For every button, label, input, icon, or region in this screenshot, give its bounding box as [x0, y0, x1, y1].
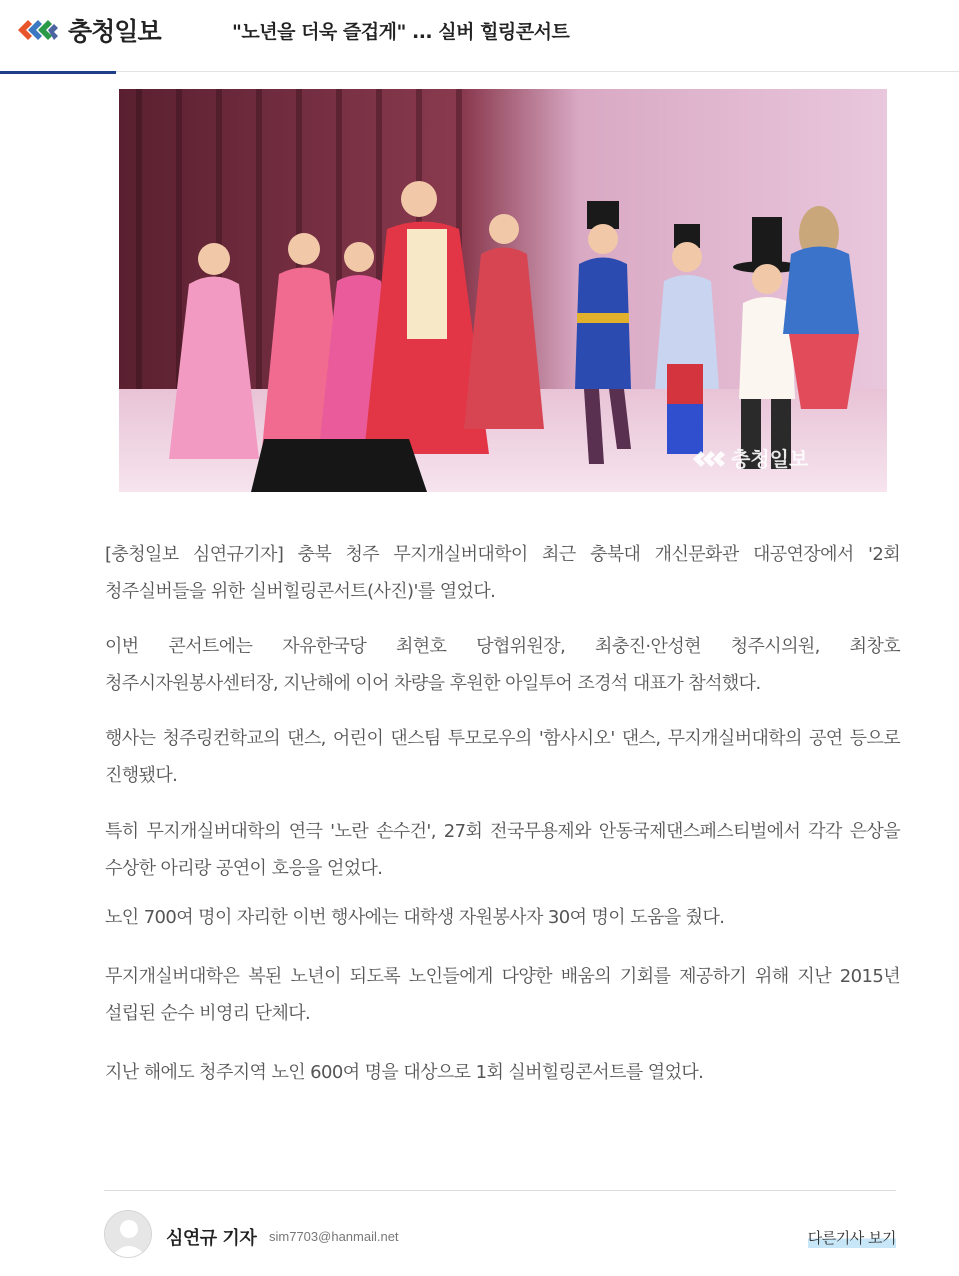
article-paragraph: 노인 700여 명이 자리한 이번 행사에는 대학생 자원봉사자 30여 명이 도움을 줬다. — [105, 907, 725, 928]
article-paragraph: [충청일보 심연규기자] 충북 청주 무지개실버대학이 최근 충북대 개신문화관 대공연장에서 '2회 청주실버들을 위한 실버힐링콘서트(사진)'를 열었다. — [105, 544, 900, 602]
article-paragraph: 특히 무지개실버대학의 연극 '노란 손수건', 27회 전국무용제와 안동국제댄스페스티벌에서 각각 은상을 수상한 아리랑 공연이 호응을 얻었다. — [105, 821, 900, 879]
article-photo — [119, 89, 887, 492]
reporter-email[interactable]: sim7703@hanmail.net — [269, 1229, 399, 1244]
byline-divider — [104, 1190, 896, 1191]
article-headline: "노년을 더욱 즐겁게" ... 실버 힐링콘서트 — [232, 21, 570, 43]
watermark-text: 충청일보 — [731, 447, 809, 471]
article-paragraph: 지난 해에도 청주지역 노인 600여 명을 대상으로 1회 실버힐링콘서트를 열었다. — [105, 1062, 704, 1083]
reporter-byline — [104, 1208, 896, 1262]
article-paragraph: 이번 콘서트에는 자유한국당 최현호 당협위원장, 최충진·안성현 청주시의원, 최창호 청주시자원봉사센터장, 지난해에 이어 차량을 후원한 아일투어 조경석 대표가 참석했다. — [105, 636, 900, 694]
logo-text: 충청일보 — [68, 17, 161, 46]
logo-mark-icon — [16, 15, 60, 45]
reporter-name: 심연규 기자 — [166, 1228, 257, 1249]
header-accent-bar — [0, 71, 116, 74]
reporter-avatar — [104, 1210, 152, 1258]
avatar-placeholder-icon — [105, 1211, 152, 1258]
site-logo[interactable] — [16, 12, 161, 48]
article-paragraph: 무지개실버대학은 복된 노년이 되도록 노인들에게 다양한 배움의 기회를 제공하기 위해 지난 2015년 설립된 순수 비영리 단체다. — [105, 966, 900, 1024]
more-articles-link[interactable]: 다른기사 보기 — [807, 1229, 896, 1247]
site-header — [0, 0, 959, 72]
article-paragraph: 행사는 청주링컨학교의 댄스, 어린이 댄스팀 투모로우의 '함사시오' 댄스, 무지개실버대학의 공연 등으로 진행됐다. — [105, 728, 900, 786]
